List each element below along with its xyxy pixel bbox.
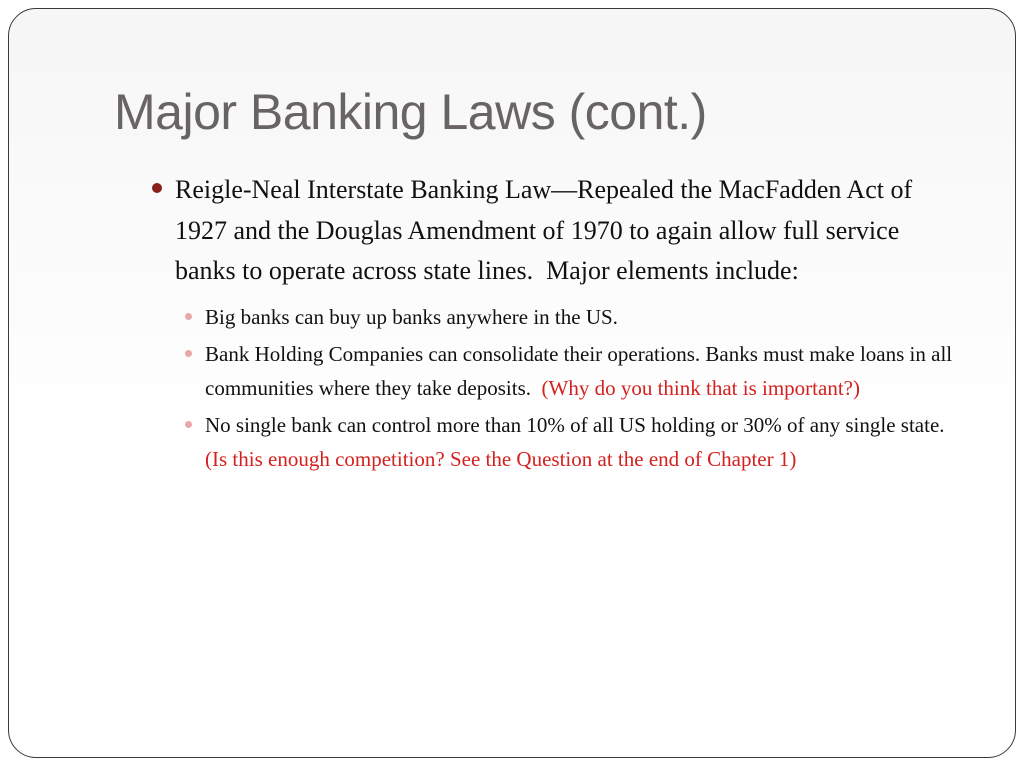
question-note: (Is this enough competition? See the Question at the end of Chapter 1) <box>205 446 797 471</box>
sub-bullet-text: Big banks can buy up banks anywhere in the US. <box>205 304 618 329</box>
slide-title: Major Banking Laws (cont.) <box>114 84 707 140</box>
slide-content <box>150 170 965 479</box>
sub-bullet-text: No single bank can control more than 10% of all US holding or 30% of any single state. <box>205 412 950 437</box>
main-bullet-item <box>150 170 965 292</box>
sub-bullet-text: Bank Holding Companies can consolidate their operations. Banks must make loans in all communities where they take deposits. <box>205 341 953 400</box>
question-note: (Why do you think that is important?) <box>541 375 860 400</box>
main-bullet-dot-icon <box>152 183 162 193</box>
sub-bullet-item <box>181 408 965 476</box>
sub-bullet-item <box>181 337 965 405</box>
sub-bullet-dot-icon <box>185 313 192 320</box>
sub-bullet-dot-icon <box>185 350 192 357</box>
sub-bullet-list <box>150 300 965 476</box>
sub-bullet-item <box>181 300 965 334</box>
sub-bullet-dot-icon <box>185 421 192 428</box>
main-bullet-text: Reigle-Neal Interstate Banking Law—Repealed the MacFadden Act of 1927 and the Douglas Amendment of 1970 to again allow full service banks to operate across state lines. Major elements include: <box>175 175 913 285</box>
